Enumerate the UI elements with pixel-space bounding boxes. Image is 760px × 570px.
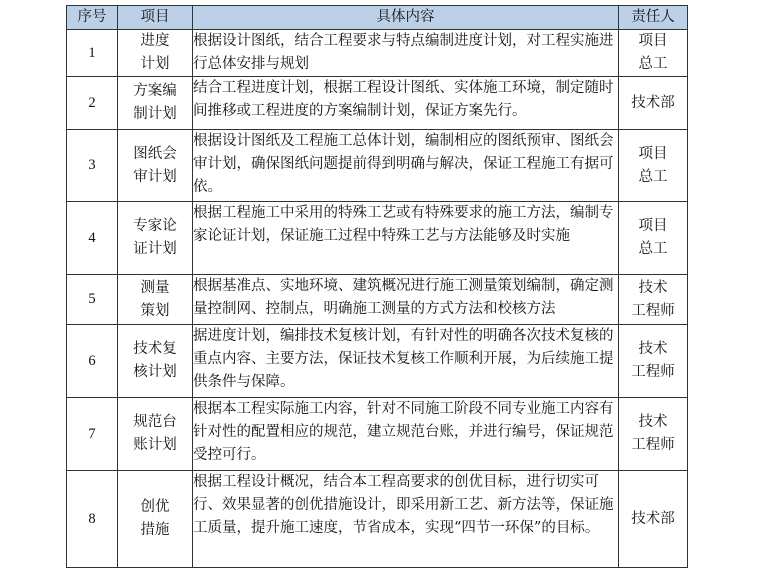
row-owner-line: 总工 [638, 168, 668, 185]
row-item [118, 30, 193, 77]
row-item [118, 202, 193, 275]
row-owner-line: 技术 [638, 414, 668, 430]
row-owner-line: 工程师 [631, 302, 675, 319]
table-row [67, 130, 688, 202]
row-item-line: 测量 [140, 279, 170, 296]
row-number: 2 [67, 77, 118, 130]
row-item-line: 技术复 [133, 341, 177, 357]
row-number: 8 [67, 471, 118, 568]
header-item: 项目 [118, 6, 193, 30]
row-item [118, 275, 193, 325]
table-row [67, 275, 688, 325]
row-owner-line: 技术 [638, 279, 668, 296]
row-owner [619, 202, 688, 275]
row-content: 根据工程施工中采用的特殊工艺或有特殊要求的施工方法，编制专家论证计划，保证施工过程中特殊工艺与方法能够及时实施 [193, 202, 619, 275]
row-number: 1 [67, 30, 118, 77]
table-row [67, 77, 688, 130]
row-owner [619, 398, 688, 471]
row-item-line: 策划 [140, 302, 170, 319]
row-owner [619, 471, 688, 568]
row-owner-line: 工程师 [631, 364, 675, 380]
table-header [67, 6, 688, 30]
header-content: 具体内容 [193, 6, 619, 30]
row-item-line: 证计划 [133, 241, 177, 257]
row-owner-line: 工程师 [631, 437, 675, 453]
row-item [118, 398, 193, 471]
row-owner-line: 项目 [638, 145, 668, 162]
row-item-line: 进度 [140, 33, 170, 49]
row-owner-line: 项目 [638, 33, 668, 49]
row-owner-line: 项目 [638, 218, 668, 234]
row-number: 3 [67, 130, 118, 202]
row-item-line: 账计划 [133, 437, 177, 453]
row-owner-line: 总工 [638, 241, 668, 257]
table-row [67, 398, 688, 471]
row-content: 根据基准点、实地环境、建筑概况进行施工测量策划编制，确定测量控制网、控制点，明确施工测量的方式方法和校核方法 [193, 275, 619, 325]
header-owner: 责任人 [619, 6, 688, 30]
row-owner [619, 30, 688, 77]
row-owner-line: 技术 [638, 341, 668, 357]
row-owner [619, 130, 688, 202]
row-item-line: 专家论 [133, 218, 177, 234]
row-number: 6 [67, 325, 118, 398]
row-item-line: 核计划 [133, 364, 177, 380]
table-row [67, 202, 688, 275]
row-content: 据进度计划，编排技术复核计划，有针对性的明确各次技术复核的重点内容、主要方法，保证技术复核工作顺利开展，为后续施工提供条件与保障。 [193, 325, 619, 398]
row-number: 5 [67, 275, 118, 325]
plan-table [66, 5, 688, 568]
row-item-line: 图纸会 [133, 145, 177, 162]
row-item-line: 方案编 [133, 83, 177, 99]
row-content: 根据设计图纸及工程施工总体计划，编制相应的图纸预审、图纸会审计划，确保图纸问题提前得到明确与解决，保证工程施工有据可依。 [193, 130, 619, 202]
row-item [118, 77, 193, 130]
header-no: 序号 [67, 6, 118, 30]
row-item-line: 计划 [140, 56, 170, 72]
row-item [118, 130, 193, 202]
row-item [118, 471, 193, 568]
row-number: 7 [67, 398, 118, 471]
row-number: 4 [67, 202, 118, 275]
header-row [67, 6, 688, 30]
table-body [67, 30, 688, 568]
row-owner-line: 技术部 [631, 510, 675, 527]
row-owner [619, 275, 688, 325]
row-content: 根据设计图纸，结合工程要求与特点编制进度计划，对工程实施进行总体安排与规划 [193, 30, 619, 77]
row-item-line: 制计划 [133, 106, 177, 122]
row-item-line: 措施 [140, 522, 170, 538]
row-owner [619, 325, 688, 398]
table-row [67, 471, 688, 568]
row-owner-line: 技术部 [631, 94, 675, 111]
row-content: 根据工程设计概况，结合本工程高要求的创优目标，进行切实可行、效果显著的创优措施设计，即采用新工艺、新方法等，保证施工质量，提升施工速度，节省成本，实现“四节一环保”的目标。 [193, 471, 619, 568]
row-content: 结合工程进度计划，根据工程设计图纸、实体施工环境，制定随时间推移或工程进度的方案编制计划，保证方案先行。 [193, 77, 619, 130]
table-row [67, 30, 688, 77]
row-item-line: 审计划 [133, 168, 177, 185]
row-item-line: 创优 [140, 499, 170, 515]
row-item [118, 325, 193, 398]
row-owner [619, 77, 688, 130]
row-content: 根据本工程实际施工内容，针对不同施工阶段不同专业施工内容有针对性的配置相应的规范，建立规范台账，并进行编号，保证规范受控可行。 [193, 398, 619, 471]
row-item-line: 规范台 [133, 414, 177, 430]
table-row [67, 325, 688, 398]
row-owner-line: 总工 [638, 56, 668, 72]
